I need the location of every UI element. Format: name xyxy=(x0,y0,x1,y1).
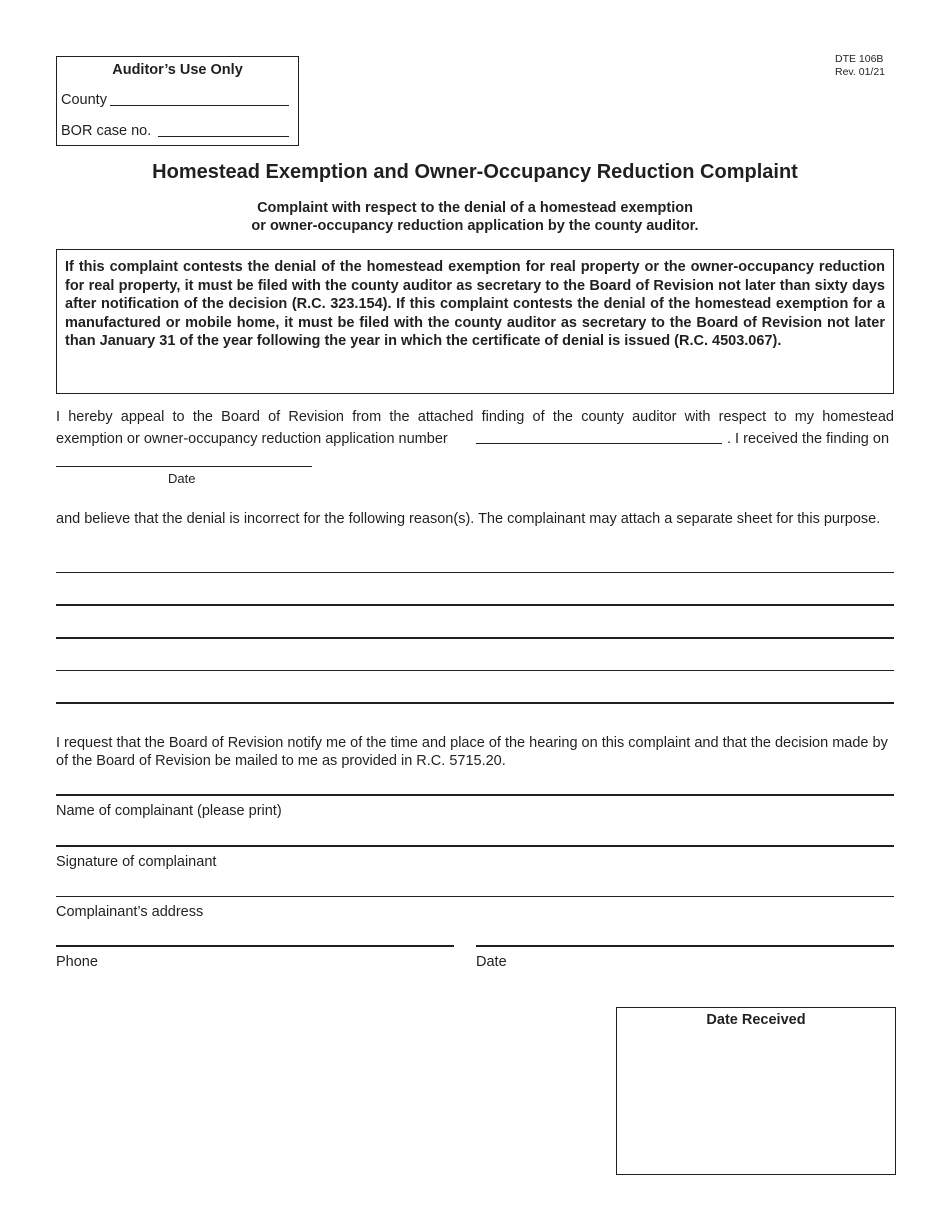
form-code: DTE 106B xyxy=(835,53,884,65)
finding-date-field[interactable] xyxy=(56,466,312,467)
reason-line[interactable] xyxy=(56,604,894,606)
county-label: County xyxy=(61,92,107,108)
auditors-use-only-box xyxy=(56,56,299,146)
filing-notice-text: If this complaint contests the denial of the homestead exemption for real property or the owner-occupancy reduction for real property, it must be filed with the county auditor as secretary to the Board of Revision not later than sixty days after notification of the decision (R.C. 323.154). If this complaint contests the denial of the homestead exemption for a manufactured or mobile home, it must be filed with the county auditor as secretary to the Board of Revision not later than January 31 of the year following the year in which the certificate of denial is issued (R.C. 4503.067). xyxy=(65,259,885,350)
date-received-title: Date Received xyxy=(706,1012,806,1028)
complainant-signature-label: Signature of complainant xyxy=(56,854,217,870)
complainant-name-label: Name of complainant (please print) xyxy=(56,803,282,819)
reason-line[interactable] xyxy=(56,702,894,704)
appeal-line-2-start: exemption or owner-occupancy reduction application number xyxy=(56,431,448,447)
application-number-field[interactable] xyxy=(476,443,722,444)
reason-line[interactable] xyxy=(56,637,894,639)
form-revision: Rev. 01/21 xyxy=(835,66,886,78)
phone-field[interactable] xyxy=(56,945,454,947)
form-id xyxy=(835,53,885,79)
finding-date-label: Date xyxy=(168,471,196,486)
appeal-line-1: I hereby appeal to the Board of Revision from the attached finding of the county auditor with respect to my homestead xyxy=(56,409,894,425)
complainant-signature-field[interactable] xyxy=(56,845,894,847)
reasons-instructions: and believe that the denial is incorrect for the following reason(s). The complainant may attach a separate sheet for this purpose. xyxy=(56,511,881,527)
date-received-box xyxy=(616,1007,896,1175)
page-subtitle xyxy=(0,199,950,235)
subtitle-line-2: or owner-occupancy reduction application by the county auditor. xyxy=(251,218,699,234)
complainant-address-field[interactable] xyxy=(56,896,894,897)
signature-date-field[interactable] xyxy=(476,945,894,947)
appeal-line-2-end: . I received the finding on xyxy=(727,431,890,447)
auditors-use-only-title: Auditor’s Use Only xyxy=(112,62,243,78)
page-title: Homestead Exemption and Owner-Occupancy Reduction Complaint xyxy=(152,161,798,183)
bor-case-field[interactable] xyxy=(158,136,289,137)
reason-line[interactable] xyxy=(56,670,894,671)
bor-case-label: BOR case no. xyxy=(61,123,152,139)
phone-label: Phone xyxy=(56,954,98,970)
complainant-address-label: Complainant’s address xyxy=(56,904,204,920)
subtitle-line-1: Complaint with respect to the denial of a homestead exemption xyxy=(257,200,693,216)
complainant-name-field[interactable] xyxy=(56,794,894,796)
hearing-request-text: I request that the Board of Revision notify me of the time and place of the hearing on this complaint and that the decision made by of the Board of Revision be mailed to me as provided in R.C. 5715.20. xyxy=(56,735,888,769)
county-field[interactable] xyxy=(110,105,289,106)
reason-line[interactable] xyxy=(56,572,894,573)
signature-date-label: Date xyxy=(476,954,507,970)
filing-notice-box xyxy=(56,249,894,394)
